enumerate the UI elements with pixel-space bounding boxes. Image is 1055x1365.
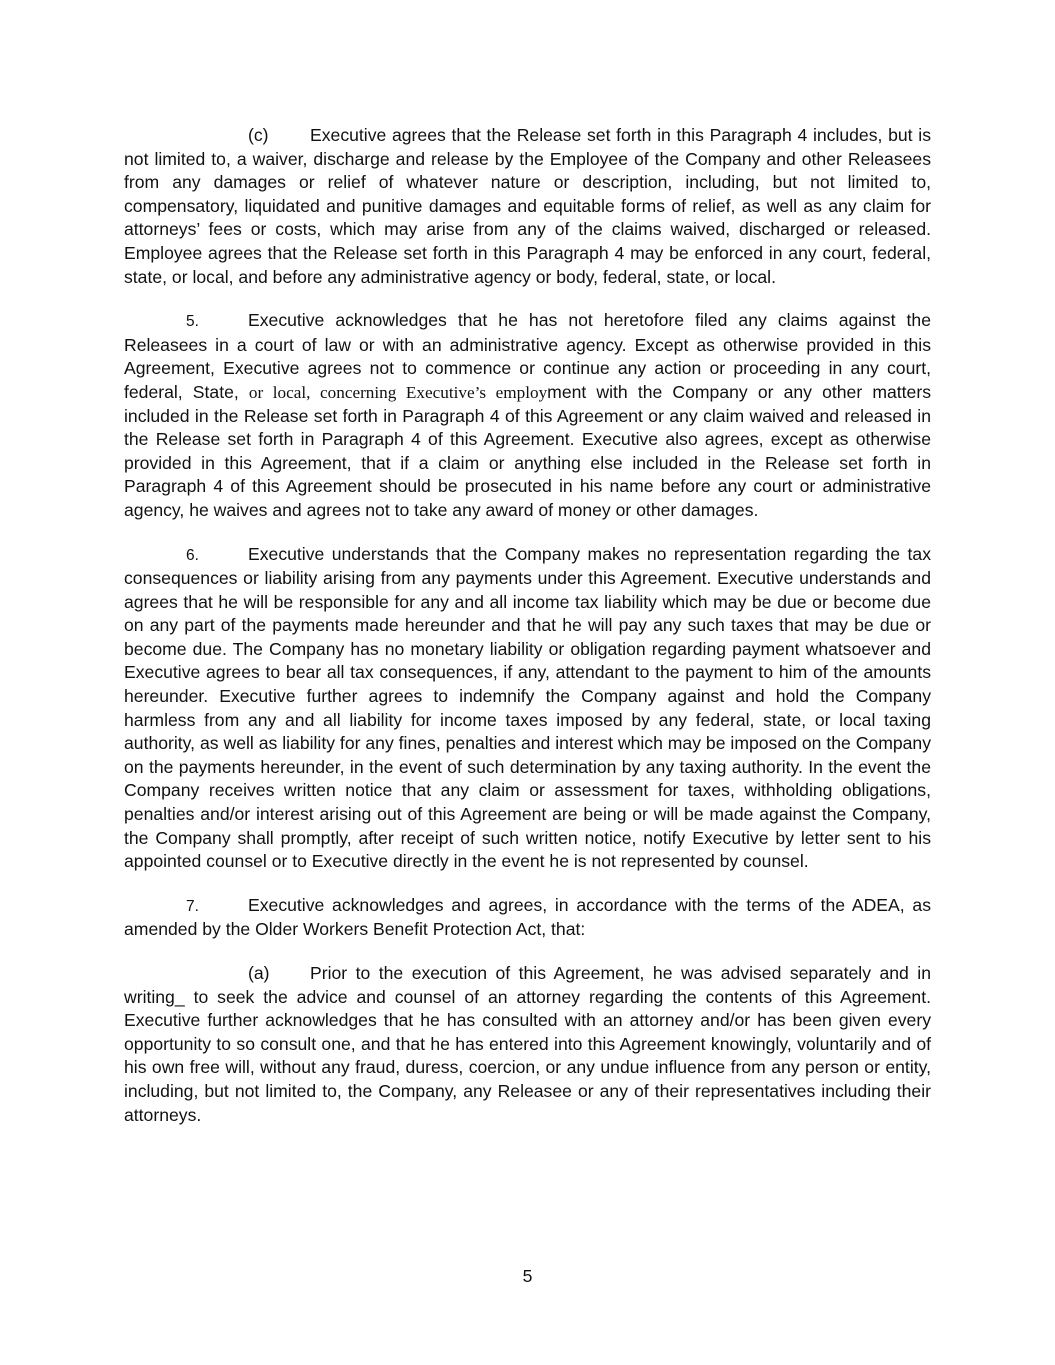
paragraph-text: Executive acknowledges and agrees, in accordance with the terms of the ADEA, as amended by the Older Workers Benefit Protection Act, that: [124, 894, 931, 940]
paragraph-marker: 7. [186, 897, 199, 915]
paragraph-text: Executive acknowledges that he has not heretofore filed any claims against the Releasees in a court of law or with an administrative agency. Except as otherwise provided in this Agreement, Executive agrees not to commence or continue any action or proceeding in any court, federal, State, [124, 310, 931, 402]
paragraph-text-serif-run: or local, concerning Executive’s employ [248, 382, 548, 402]
paragraph-marker: 6. [186, 546, 199, 564]
paragraph-4c [124, 124, 931, 289]
paragraph-text: Prior to the execution of this Agreement, he was advised separately and in writing_ to seek the advice and counsel of an attorney regarding the contents of this Agreement. Executive further acknowledges that he has consulted with an attorney and/or has been given every opportunity to so consult one, and that he has entered into this Agreement knowingly, voluntarily and of his own free will, without any fraud, duress, coercion, or any undue influence from any person or entity, including, but not limited to, the Company, any Releasee or any of their representatives including their attorneys. [124, 963, 931, 1125]
paragraph-marker: 5. [186, 313, 199, 331]
paragraph-6 [124, 543, 931, 874]
paragraph-text: ment with the Company or any other matters included in the Release set forth in Paragraph 4 of this Agreement or any claim waived and released in the Release set forth in Paragraph 4 of this Agreement. Executive also agrees, except as otherwise provided in this Agreement, that if a claim or anything else included in the Release set forth in Paragraph 4 of this Agreement should be prosecuted in his name before any court or administrative agency, he waives and agrees not to take any award of money or other damages. [124, 381, 931, 520]
paragraph-marker: (a) [248, 963, 270, 983]
document-page [124, 124, 931, 1147]
paragraph-marker: (c) [248, 125, 269, 145]
page-number: 5 [522, 1266, 533, 1286]
paragraph-7 [124, 894, 931, 942]
paragraph-7a [124, 962, 931, 1127]
paragraph-text: Executive understands that the Company makes no representation regarding the tax consequences or liability arising from any payments under this Agreement. Executive understands and agrees that he will be responsible for any and all income tax liability which may be due or become due on any part of the payments made hereunder and that he will pay any such taxes that may be due or become due. The Company has no monetary liability or obligation regarding payment whatsoever and Executive agrees to bear all tax consequences, if any, attendant to the payment to him of the amounts hereunder. Executive further agrees to indemnify the Company against and hold the Company harmless from any and all liability for income taxes imposed by any federal, state, or local taxing authority, as well as liability for any fines, penalties and interest which may be imposed on the Company on the payments hereunder, in the event of such determination by any taxing authority. In the event the Company receives written notice that any claim or assessment for taxes, withholding obligations, penalties and/or interest arising out of this Agreement are being or will be made against the Company, the Company shall promptly, after receipt of such written notice, notify Executive by letter sent to his appointed counsel or to Executive directly in the event he is not represented by counsel. [124, 543, 931, 872]
paragraph-5 [124, 309, 931, 522]
paragraph-text: Executive agrees that the Release set forth in this Paragraph 4 includes, but is not limited to, a waiver, discharge and release by the Employee of the Company and other Releasees from any damages or relief of whatever nature or description, including, but not limited to, compensatory, liquidated and punitive damages and equitable forms of relief, as well as any claim for attorneys’ fees or costs, which may arise from any of the claims waived, discharged or released. Employee agrees that the Release set forth in this Paragraph 4 may be enforced in any court, federal, state, or local, and before any administrative agency or body, federal, state, or local. [124, 125, 931, 287]
